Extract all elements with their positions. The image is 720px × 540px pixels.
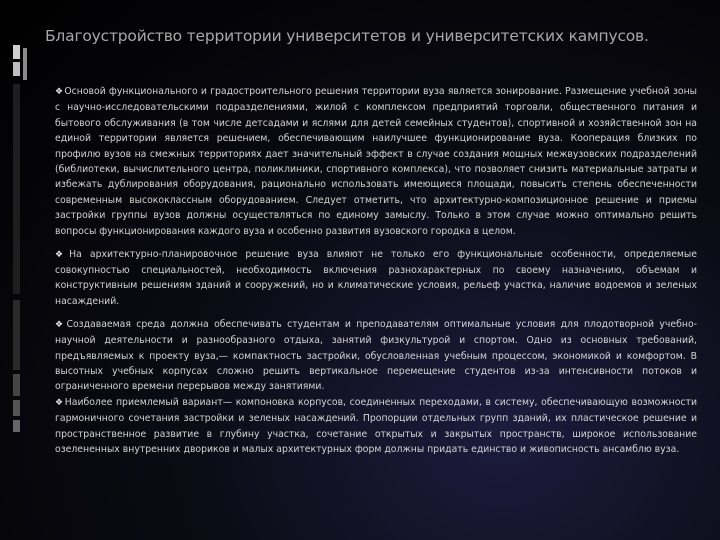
bullet-icon: ❖ [55, 319, 66, 330]
decorative-bar [13, 45, 20, 59]
decorative-bar [13, 374, 20, 396]
decorative-bar [23, 48, 27, 80]
paragraph-text: Наиболее приемлемый вариант— компоновка корпусов, соединенных переходами, в систему, обеспечивающую возможности гармоничного сочетания застройки и зеленых насаждений. Пропорции отдельных групп зданий, их пластическое решение и пространственное развитие в глубину участка, сочетание открытых и закрытых пространств, широкое использование озелененных внутренних двориков и малых архитектурных форм должны придать единство и живописность ансамблю вуза. [55, 396, 697, 455]
paragraph-text: Создаваемая среда должна обеспечивать студентам и преподавателям оптимальные условия для плодотворной учебно-научной деятельности и разнообразного отдыха, занятий физкультурой и спортом. Одно из основных требований, предъявляемых к проекту вуза,— компактность застройки, обусловленная учебным процессом, экономикой и комфортом. В высотных учебных корпусах сложно решить вертикальное перемещение студентов из-за интенсивности потоков и ограниченного времени перерывов между занятиями. [55, 318, 697, 393]
decorative-bar [13, 420, 20, 432]
decorative-bar [13, 84, 20, 294]
bullet-icon: ❖ [55, 249, 69, 260]
paragraph [55, 84, 697, 239]
bullet-icon: ❖ [55, 397, 64, 408]
paragraph [55, 317, 697, 395]
paragraph-text: На архитектурно-планировочное решение вуза влияют не только его функциональные особенности, определяемые совокупностью специальностей, необходимость включения разнохарактерных по своему назначению, объемам и конструктивным решениям зданий и сооружений, но и климатические условия, рельеф участка, наличие водоемов и зеленых насаждений. [55, 248, 697, 307]
paragraph-text: Основой функционального и градостроительного решения территории вуза является зонирование. Размещение учебной зоны с научно-исследовательскими подразделениями, жилой с комплексом предприятий торговли, общественного питания и бытового обслуживания (в том числе детсадами и яслями для детей семейных студентов), спортивной и хозяйственной зон на единой территории является решением, обеспечивающим наилучшее функционирование вуза. Кооперация близких по профилю вузов на смежных территориях дает значительный эффект в случае создания мощных межвузовских подразделений (библиотеки, вычислительного центра, поликлиники, спортивного комплекса), что позволяет снизить материальные затраты и избежать дублирования оборудования, рационально использовать имеющиеся площади, повысить степень обеспеченности современным высококлассным оборудованием. Следует отметить, что архитектурно-композиционное решение и приемы застройки группы вузов должны осуществляться по единому замыслу. Только в этом случае можно оптимально решить вопросы функционирования каждого вуза и особенно развития вузовского городка в целом. [55, 86, 697, 237]
decorative-bar [13, 62, 20, 76]
slide-title: Благоустройство территории университетов и университетских кампусов. [45, 27, 649, 45]
paragraph [55, 247, 697, 310]
decorative-bar [13, 300, 20, 370]
bullet-icon: ❖ [55, 87, 64, 97]
decorative-bar [13, 400, 20, 416]
paragraph [55, 395, 697, 458]
slide-body [55, 84, 697, 465]
